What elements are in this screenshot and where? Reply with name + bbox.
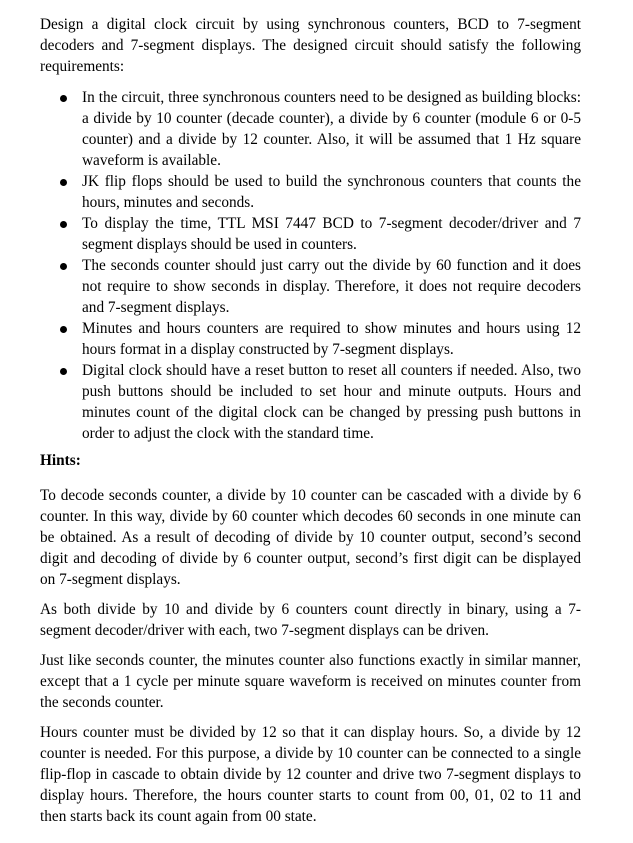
requirement-item — [40, 360, 581, 444]
hints-heading: Hints: — [40, 452, 81, 469]
bullet-icon — [60, 179, 67, 186]
requirement-text: To display the time, TTL MSI 7447 BCD to 7-segment decoder/driver and 7 segment displays should be used in counters. — [82, 215, 581, 253]
requirement-item — [40, 171, 581, 213]
hint-paragraph: Just like seconds counter, the minutes counter also functions exactly in similar manner, except that a 1 cycle per minute square waveform is received on minutes counter from the seconds counter. — [40, 652, 581, 711]
hint-paragraph: As both divide by 10 and divide by 6 counters count directly in binary, using a 7-segment decoder/driver with each, two 7-segment displays can be driven. — [40, 601, 581, 639]
bullet-icon — [60, 368, 67, 375]
document-page — [40, 14, 581, 836]
requirement-item — [40, 318, 581, 360]
requirement-item — [40, 87, 581, 171]
hint-paragraph: Hours counter must be divided by 12 so that it can display hours. So, a divide by 12 counter is needed. For this purpose, a divide by 10 counter can be connected to a single flip-flop in cascade to obtain divide by 12 counter and drive two 7-segment displays to display hours. Therefore, the hours counter starts to count from 00, 01, 02 to 11 and then starts back its count again from 00 state. — [40, 724, 581, 825]
requirement-item — [40, 255, 581, 318]
bullet-icon — [60, 221, 67, 228]
requirement-text: Minutes and hours counters are required to show minutes and hours using 12 hours format in a display constructed by 7-segment displays. — [82, 320, 581, 358]
bullet-icon — [60, 263, 67, 270]
requirement-text: JK flip flops should be used to build the synchronous counters that counts the hours, minutes and seconds. — [82, 173, 581, 211]
requirements-list — [40, 87, 581, 444]
bullet-icon — [60, 95, 67, 102]
intro-paragraph: Design a digital clock circuit by using synchronous counters, BCD to 7-segment decoders and 7-segment displays. The designed circuit should satisfy the following requirements: — [40, 16, 581, 75]
requirement-text: Digital clock should have a reset button to reset all counters if needed. Also, two push buttons should be included to set hour and minute outputs. Hours and minutes count of the digital clock can be changed by pressing push buttons in order to adjust the clock with the standard time. — [82, 362, 581, 442]
hint-paragraph: To decode seconds counter, a divide by 10 counter can be cascaded with a divide by 6 counter. In this way, divide by 60 counter which decodes 60 seconds in one minute can be obtained. As a result of decoding of divide by 10 counter output, second’s second digit and decoding of divide by 6 counter output, second’s first digit can be displayed on 7-segment displays. — [40, 487, 581, 588]
requirement-text: The seconds counter should just carry out the divide by 60 function and it does not require to show seconds in display. Therefore, it does not require decoders and 7-segment displays. — [82, 257, 581, 316]
requirement-item — [40, 213, 581, 255]
requirement-text: In the circuit, three synchronous counters need to be designed as building blocks: a divide by 10 counter (decade counter), a divide by 6 counter (module 6 or 0-5 counter) and a divide by 12 counter. Also, it will be assumed that 1 Hz square waveform is available. — [82, 89, 581, 169]
bullet-icon — [60, 326, 67, 333]
